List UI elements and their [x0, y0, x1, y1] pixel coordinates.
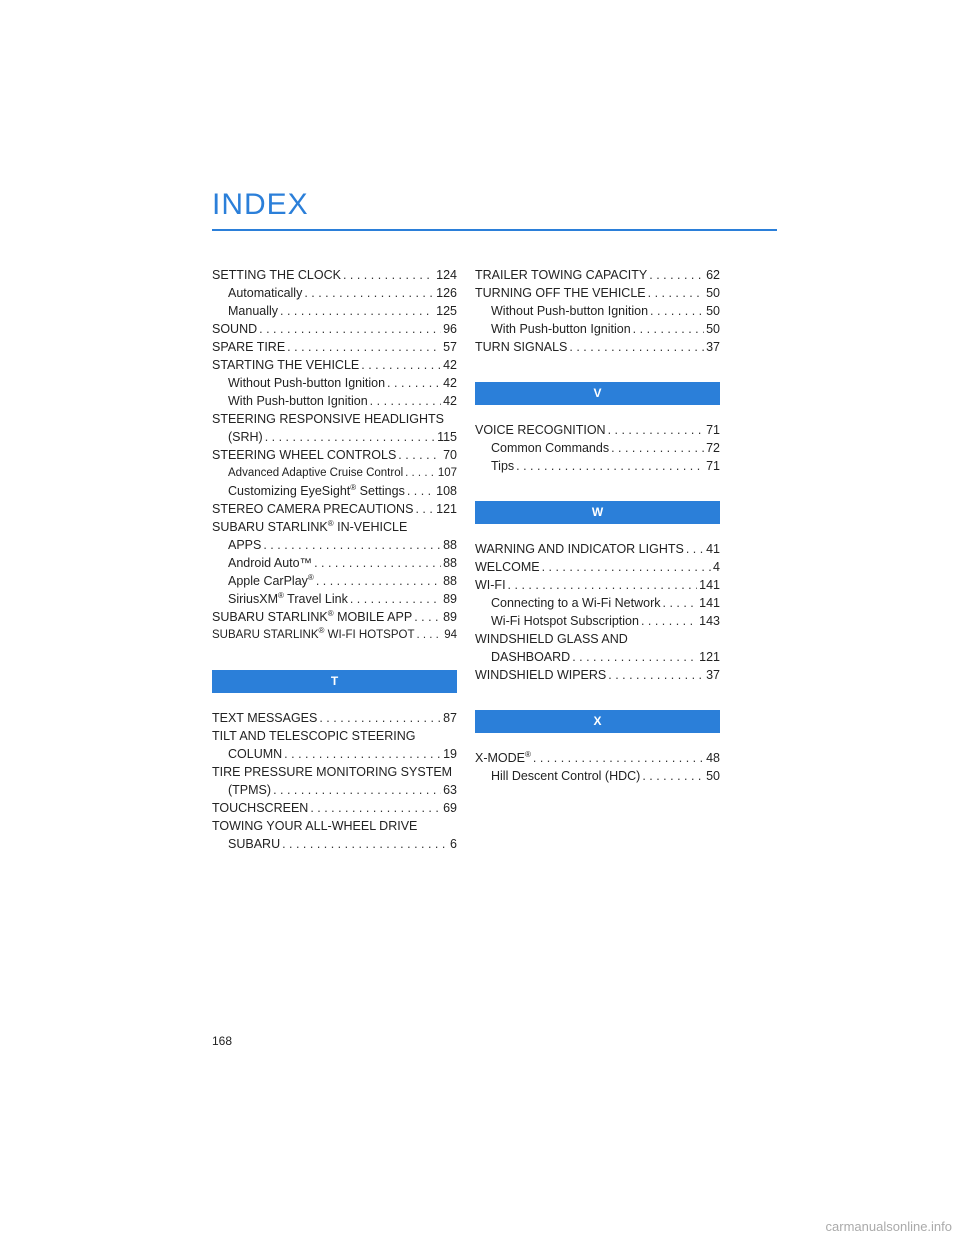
entry-label: Apple CarPlay®: [228, 572, 314, 588]
index-entry-line1: STEERING RESPONSIVE HEADLIGHTS: [212, 412, 444, 426]
entry-label: VOICE RECOGNITION: [475, 423, 606, 437]
entry-page: 72: [706, 441, 720, 455]
entry-label: TURNING OFF THE VEHICLE: [475, 286, 646, 300]
entry-label: WI-FI: [475, 578, 506, 592]
entry-label: STEERING WHEEL CONTROLS: [212, 448, 397, 462]
entry-label: (TPMS): [228, 783, 272, 797]
section-letter-t: T: [212, 670, 457, 693]
index-subentry: [212, 392, 457, 410]
entry-page: 108: [436, 484, 457, 498]
entry-page: 48: [706, 751, 720, 765]
entry-label: WELCOME: [475, 560, 540, 574]
index-subentry: [212, 482, 457, 500]
entry-label: TRAILER TOWING CAPACITY: [475, 268, 648, 282]
entry-label: Wi-Fi Hotspot Subscription: [491, 614, 639, 628]
index-subentry: [212, 464, 457, 482]
index-entry: [212, 626, 457, 644]
index-entry: [212, 446, 457, 464]
entry-page: 126: [436, 286, 457, 300]
entry-label: Without Push-button Ignition: [228, 376, 386, 390]
index-column-left: [212, 266, 457, 853]
entry-page: 50: [706, 322, 720, 336]
entry-label: Manually: [228, 304, 279, 318]
index-subentry: [475, 302, 720, 320]
entry-label: Android Auto™: [228, 556, 313, 570]
index-entry-continuation: [212, 428, 457, 446]
index-entry-continuation: [212, 781, 457, 799]
index-entry: [212, 799, 457, 817]
entry-page: 115: [437, 430, 457, 444]
entry-label: Automatically: [228, 286, 303, 300]
index-entry: [475, 749, 720, 767]
index-entry: [475, 540, 720, 558]
watermark: carmanualsonline.info: [825, 1219, 952, 1234]
entry-label: Common Commands: [491, 441, 610, 455]
entry-page: 89: [443, 610, 457, 624]
entry-label: Tips: [491, 459, 515, 473]
index-entry: [212, 709, 457, 727]
entry-page: 50: [706, 769, 720, 783]
entry-label: X-MODE®: [475, 749, 531, 765]
entry-page: 89: [443, 592, 457, 606]
entry-label: TOUCHSCREEN: [212, 801, 309, 815]
index-entry: [212, 356, 457, 374]
entry-label: SPARE TIRE: [212, 340, 286, 354]
entry-page: 88: [443, 538, 457, 552]
section-letter-x: X: [475, 710, 720, 733]
entry-label: With Push-button Ignition: [491, 322, 631, 336]
entry-page: 50: [706, 304, 720, 318]
entry-label: SUBARU: [228, 837, 281, 851]
title-divider: [212, 229, 777, 231]
entry-label: Advanced Adaptive Cruise Control: [228, 467, 404, 479]
index-entry-line1: TILT AND TELESCOPIC STEERING: [212, 729, 416, 743]
entry-page: 141: [699, 596, 720, 610]
index-entry-continuation: [475, 648, 720, 666]
index-entry: [475, 421, 720, 439]
entry-label: STEREO CAMERA PRECAUTIONS: [212, 502, 414, 516]
entry-label: WARNING AND INDICATOR LIGHTS: [475, 542, 684, 556]
index-subentry: [212, 284, 457, 302]
entry-page: 88: [443, 574, 457, 588]
entry-page: 141: [699, 578, 720, 592]
index-entry: [212, 320, 457, 338]
entry-label: COLUMN: [228, 747, 283, 761]
entry-page: 62: [706, 268, 720, 282]
index-subentry: [212, 554, 457, 572]
entry-label: TEXT MESSAGES: [212, 711, 318, 725]
index-subentry: [475, 612, 720, 630]
index-entry: [475, 558, 720, 576]
entry-page: 94: [444, 629, 457, 641]
entry-label: DASHBOARD: [491, 650, 571, 664]
entry-label: With Push-button Ignition: [228, 394, 368, 408]
entry-page: 71: [706, 459, 720, 473]
index-entry: [475, 284, 720, 302]
index-entry: [475, 576, 720, 594]
entry-label: SUBARU STARLINK® MOBILE APP: [212, 608, 413, 624]
entry-page: 41: [706, 542, 720, 556]
index-subentry: [212, 572, 457, 590]
entry-page: 87: [443, 711, 457, 725]
index-entry: [212, 266, 457, 284]
entry-page: 125: [436, 304, 457, 318]
index-subentry: [212, 590, 457, 608]
entry-page: 42: [443, 358, 457, 372]
index-subentry: [212, 374, 457, 392]
index-entry-line1: SUBARU STARLINK® IN-VEHICLE: [212, 518, 408, 534]
index-subentry: [475, 767, 720, 785]
entry-label: APPS: [228, 538, 262, 552]
index-entry: [475, 338, 720, 356]
entry-page: 70: [443, 448, 457, 462]
entry-page: 121: [436, 502, 457, 516]
index-entry-line1: WINDSHIELD GLASS AND: [475, 632, 628, 646]
entry-label: SOUND: [212, 322, 258, 336]
index-subentry: [212, 302, 457, 320]
index-entry: [212, 500, 457, 518]
entry-page: 69: [443, 801, 457, 815]
index-entry: [212, 338, 457, 356]
entry-page: 124: [436, 268, 457, 282]
entry-page: 57: [443, 340, 457, 354]
index-column-right: [475, 266, 720, 785]
section-letter-v: V: [475, 382, 720, 405]
entry-page: 143: [699, 614, 720, 628]
entry-page: 37: [706, 668, 720, 682]
entry-page: 107: [437, 467, 457, 479]
page-title: INDEX: [212, 188, 309, 221]
index-entry-line1: TOWING YOUR ALL-WHEEL DRIVE: [212, 819, 418, 833]
entry-page: 96: [443, 322, 457, 336]
entry-label: SiriusXM® Travel Link: [228, 590, 348, 606]
index-entry: [475, 266, 720, 284]
entry-label: SUBARU STARLINK® WI-FI HOTSPOT: [212, 626, 415, 641]
entry-label: SETTING THE CLOCK: [212, 268, 341, 282]
index-subentry: [475, 457, 720, 475]
entry-page: 37: [706, 340, 720, 354]
page-number: 168: [212, 1034, 233, 1048]
section-letter-w: W: [475, 501, 720, 524]
index-entry-line1: TIRE PRESSURE MONITORING SYSTEM: [212, 765, 453, 779]
entry-label: Connecting to a Wi-Fi Network: [491, 596, 661, 610]
index-subentry: [475, 594, 720, 612]
index-entry: [475, 666, 720, 684]
index-subentry: [475, 439, 720, 457]
entry-page: 19: [443, 747, 457, 761]
index-entry-continuation: [212, 835, 457, 853]
index-entry-continuation: [212, 536, 457, 554]
entry-page: 88: [443, 556, 457, 570]
entry-page: 63: [443, 783, 457, 797]
entry-label: Without Push-button Ignition: [491, 304, 649, 318]
entry-page: 6: [450, 837, 457, 851]
entry-page: 4: [713, 560, 720, 574]
index-entry-continuation: [212, 745, 457, 763]
entry-page: 50: [706, 286, 720, 300]
entry-page: 42: [443, 394, 457, 408]
entry-label: Customizing EyeSight® Settings: [228, 482, 405, 498]
entry-page: 42: [443, 376, 457, 390]
index-entry: [212, 608, 457, 626]
entry-label: WINDSHIELD WIPERS: [475, 668, 607, 682]
entry-label: STARTING THE VEHICLE: [212, 358, 360, 372]
entry-label: Hill Descent Control (HDC): [491, 769, 641, 783]
index-subentry: [475, 320, 720, 338]
entry-label: (SRH): [228, 430, 263, 444]
entry-page: 121: [699, 650, 720, 664]
entry-page: 71: [706, 423, 720, 437]
entry-label: TURN SIGNALS: [475, 340, 568, 354]
